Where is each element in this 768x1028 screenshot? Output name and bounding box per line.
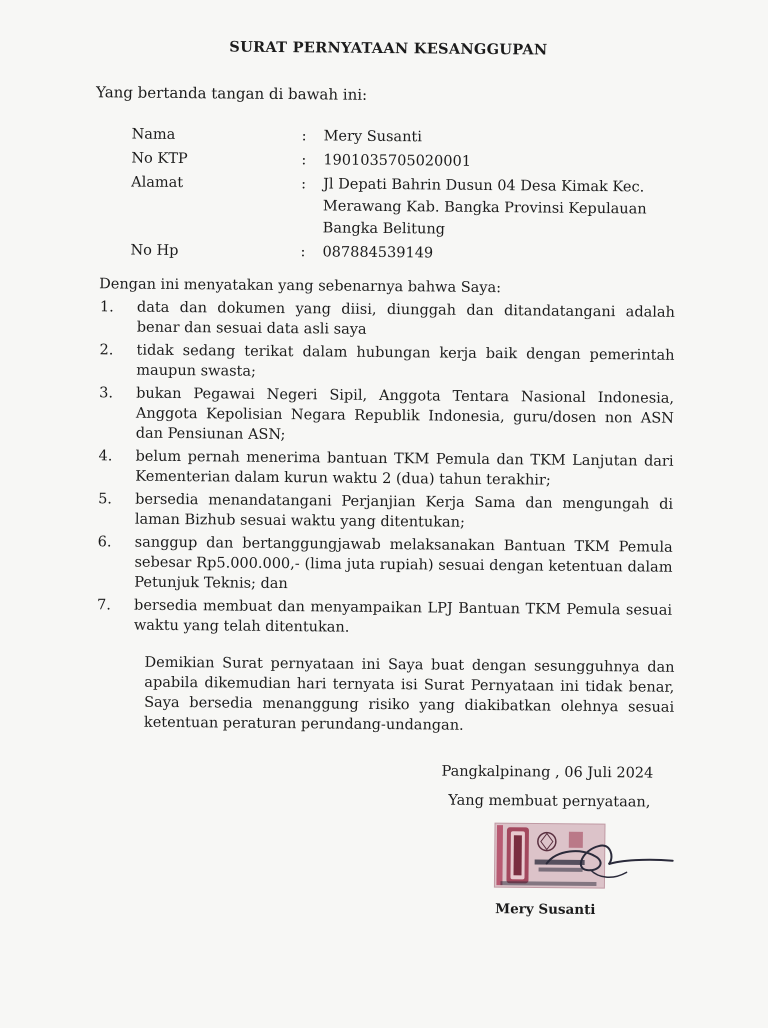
address-line: Merawang Kab. Bangka Provinsi Kepulauan bbox=[322, 198, 647, 218]
item-number: 2. bbox=[99, 342, 114, 359]
identity-label: Nama bbox=[131, 126, 176, 143]
list-item bbox=[98, 489, 678, 535]
identity-colon: : bbox=[301, 152, 307, 169]
identity-row-name bbox=[132, 124, 692, 151]
item-text: tidak sedang terikat dalam hubungan kerja baik dengan pemerintah maupun swasta; bbox=[136, 342, 675, 380]
signer-name: Mery Susanti bbox=[495, 901, 596, 919]
address-line: Bangka Belitung bbox=[322, 220, 446, 238]
identity-colon: : bbox=[300, 244, 306, 261]
identity-row-ktp bbox=[131, 148, 691, 175]
meterai-stamp-image bbox=[486, 819, 687, 903]
identity-value: 087884539149 bbox=[322, 244, 434, 262]
list-item bbox=[97, 532, 678, 598]
item-number: 7. bbox=[97, 597, 112, 614]
identity-label: Alamat bbox=[131, 174, 184, 192]
item-number: 4. bbox=[98, 448, 113, 465]
item-number: 3. bbox=[99, 385, 114, 402]
identity-label: No KTP bbox=[131, 150, 188, 168]
item-text: data dan dokumen yang diisi, diunggah dan ditandatangani adalah benar dan sesuai data asli saya bbox=[136, 299, 676, 338]
list-item bbox=[98, 446, 678, 492]
item-number: 5. bbox=[98, 491, 113, 508]
place-date: Pangkalpinang , 06 Juli 2024 bbox=[441, 763, 654, 782]
list-item bbox=[99, 383, 680, 449]
item-text: bersedia membuat dan menyampaikan LPJ Bantuan TKM Pemula sesuai waktu yang telah ditentukan. bbox=[133, 597, 673, 636]
item-number: 6. bbox=[97, 534, 112, 551]
signature-area bbox=[486, 819, 687, 903]
list-item bbox=[100, 297, 680, 343]
item-text: sanggup dan bertanggungjawab melaksanakan Bantuan TKM Pemula sebesar Rp5.000.000,- (lima juta rupiah) sesuai dengan ketentuan dalam Petunjuk Teknis; dan bbox=[134, 534, 673, 593]
address-line: Jl Depati Bahrin Dusun 04 Desa Kimak Kec. bbox=[323, 176, 645, 196]
identity-block bbox=[130, 124, 691, 269]
maker-label: Yang membuat pernyataan, bbox=[448, 792, 651, 811]
item-text: bersedia menandatangani Perjanjian Kerja Sama dan mengungah di laman Bizhub sesuai waktu yang ditentukan; bbox=[134, 491, 674, 531]
item-text: bukan Pegawai Negeri Sipil, Anggota Tentara Nasional Indonesia, Anggota Kepolisian Negara Republik Indonesia, guru/dosen non ASN dan Pensiunan ASN; bbox=[135, 385, 675, 444]
identity-value: Mery Susanti bbox=[323, 128, 423, 146]
letter-title: SURAT PERNYATAAN KESANGGUPAN bbox=[229, 38, 548, 59]
item-text: belum pernah menerima bantuan TKM Pemula dan TKM Lanjutan dari Kementerian dalam kurun waktu 2 (dua) tahun terakhir; bbox=[135, 448, 674, 489]
declaration-intro: Dengan ini menyatakan yang sebenarnya bahwa Saya: bbox=[99, 276, 502, 297]
item-number: 1. bbox=[99, 299, 114, 316]
identity-colon: : bbox=[301, 176, 307, 193]
identity-row-phone bbox=[130, 240, 690, 267]
closing-paragraph: Demikian Surat pernyataan ini Saya buat dengan sesungguhnya dan apabila dikemudian hari ternyata isi Surat Pernyataan ini tidak benar, Saya bersedia menanggung risiko yang diakibatkan olehnya sesuai ketentuan peraturan perundang-undangan. bbox=[143, 654, 675, 734]
identity-label: No Hp bbox=[130, 242, 179, 260]
intro-text: Yang bertanda tangan di bawah ini: bbox=[95, 83, 368, 104]
identity-value bbox=[323, 173, 654, 242]
list-item bbox=[97, 595, 677, 641]
identity-row-address bbox=[131, 172, 692, 243]
declaration-list bbox=[97, 297, 680, 644]
list-item bbox=[99, 340, 679, 386]
identity-value: 1901035705020001 bbox=[323, 152, 472, 170]
identity-colon: : bbox=[301, 128, 307, 145]
